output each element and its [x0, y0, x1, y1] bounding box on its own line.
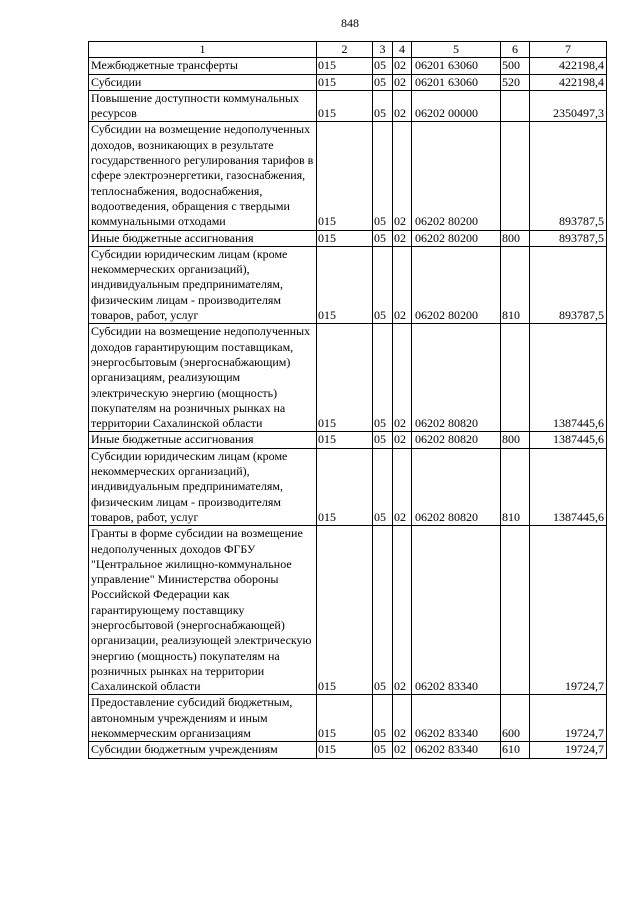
header-cell-vr: 6	[501, 42, 530, 58]
ministry-code-cell: 015	[317, 58, 373, 74]
header-cell-pr: 4	[393, 42, 412, 58]
amount-cell: 1387445,6	[530, 448, 607, 525]
target-article-code-cell: 06202 00000	[412, 90, 501, 122]
ministry-code-cell: 015	[317, 74, 373, 90]
amount-cell: 2350497,3	[530, 90, 607, 122]
amount-cell: 893787,5	[530, 246, 607, 323]
amount-cell: 1387445,6	[530, 432, 607, 448]
table-row	[89, 526, 607, 695]
subsection-code-cell: 02	[393, 122, 412, 230]
subsection-code-cell: 02	[393, 695, 412, 742]
subsection-code-cell: 02	[393, 324, 412, 432]
row-name-cell: Межбюджетные трансферты	[89, 58, 317, 74]
row-name-cell: Субсидии бюджетным учреждениям	[89, 742, 317, 758]
header-cell-csr: 5	[412, 42, 501, 58]
row-name-cell: Гранты в форме субсидии на возмещение недополученных доходов ФГБУ "Центральное жилищно-коммунальное управление" Министерства обороны Российской Федерации как гарантирующему поставщику энергосбытовой (энергоснабжающей) организации, реализующей электрическую энергию (мощность) покупателям на розничных рынках на территории Сахалинской области	[89, 526, 317, 695]
expense-type-code-cell: 520	[501, 74, 530, 90]
amount-cell: 422198,4	[530, 58, 607, 74]
row-name-cell: Повышение доступности коммунальных ресурсов	[89, 90, 317, 122]
target-article-code-cell: 06201 63060	[412, 74, 501, 90]
row-name-cell: Предоставление субсидий бюджетным, автономным учреждениям и иным некоммерческим организациям	[89, 695, 317, 742]
ministry-code-cell: 015	[317, 246, 373, 323]
target-article-code-cell: 06202 83340	[412, 526, 501, 695]
table-row	[89, 230, 607, 246]
subsection-code-cell: 02	[393, 58, 412, 74]
expense-type-code-cell: 610	[501, 742, 530, 758]
section-code-cell: 05	[373, 526, 393, 695]
section-code-cell: 05	[373, 448, 393, 525]
ministry-code-cell: 015	[317, 432, 373, 448]
subsection-code-cell: 02	[393, 230, 412, 246]
subsection-code-cell: 02	[393, 742, 412, 758]
table-row	[89, 90, 607, 122]
section-code-cell: 05	[373, 90, 393, 122]
row-name-cell: Субсидии на возмещение недополученных доходов гарантирующим поставщикам, энергосбытовым (энергоснабжающим) организациям, реализующим электрическую энергию (мощность) покупателям на розничных рынках на территории Сахалинской области	[89, 324, 317, 432]
row-name-cell: Субсидии юридическим лицам (кроме некоммерческих организаций), индивидуальным предпринимателям, физическим лицам - производителям товаров, работ, услуг	[89, 448, 317, 525]
expense-type-code-cell: 500	[501, 58, 530, 74]
header-cell-ved: 2	[317, 42, 373, 58]
target-article-code-cell: 06202 83340	[412, 742, 501, 758]
table-row	[89, 448, 607, 525]
amount-cell: 19724,7	[530, 742, 607, 758]
target-article-code-cell: 06202 80820	[412, 432, 501, 448]
expense-type-code-cell: 800	[501, 230, 530, 246]
subsection-code-cell: 02	[393, 246, 412, 323]
subsection-code-cell: 02	[393, 432, 412, 448]
ministry-code-cell: 015	[317, 122, 373, 230]
ministry-code-cell: 015	[317, 695, 373, 742]
ministry-code-cell: 015	[317, 742, 373, 758]
expense-type-code-cell: 810	[501, 246, 530, 323]
target-article-code-cell: 06202 83340	[412, 695, 501, 742]
ministry-code-cell: 015	[317, 90, 373, 122]
section-code-cell: 05	[373, 74, 393, 90]
section-code-cell: 05	[373, 695, 393, 742]
header-cell-sum: 7	[530, 42, 607, 58]
ministry-code-cell: 015	[317, 230, 373, 246]
table-row	[89, 246, 607, 323]
subsection-code-cell: 02	[393, 90, 412, 122]
table-row	[89, 742, 607, 758]
section-code-cell: 05	[373, 230, 393, 246]
ministry-code-cell: 015	[317, 324, 373, 432]
expense-type-code-cell: 600	[501, 695, 530, 742]
subsection-code-cell: 02	[393, 74, 412, 90]
row-name-cell: Иные бюджетные ассигнования	[89, 230, 317, 246]
target-article-code-cell: 06202 80820	[412, 324, 501, 432]
amount-cell: 19724,7	[530, 695, 607, 742]
amount-cell: 422198,4	[530, 74, 607, 90]
section-code-cell: 05	[373, 432, 393, 448]
expense-type-code-cell	[501, 324, 530, 432]
expense-type-code-cell	[501, 90, 530, 122]
target-article-code-cell: 06202 80200	[412, 122, 501, 230]
header-cell-rz: 3	[373, 42, 393, 58]
section-code-cell: 05	[373, 742, 393, 758]
table-row	[89, 324, 607, 432]
budget-table	[88, 41, 607, 759]
expense-type-code-cell: 800	[501, 432, 530, 448]
target-article-code-cell: 06202 80200	[412, 230, 501, 246]
page-number: 848	[341, 16, 359, 30]
table-row	[89, 58, 607, 74]
row-name-cell: Субсидии юридическим лицам (кроме некоммерческих организаций), индивидуальным предпринимателям, физическим лицам - производителям товаров, работ, услуг	[89, 246, 317, 323]
table-header-row	[89, 42, 607, 58]
target-article-code-cell: 06201 63060	[412, 58, 501, 74]
section-code-cell: 05	[373, 324, 393, 432]
ministry-code-cell: 015	[317, 448, 373, 525]
section-code-cell: 05	[373, 246, 393, 323]
amount-cell: 893787,5	[530, 122, 607, 230]
table-row	[89, 432, 607, 448]
expense-type-code-cell	[501, 526, 530, 695]
table-row	[89, 122, 607, 230]
row-name-cell: Иные бюджетные ассигнования	[89, 432, 317, 448]
section-code-cell: 05	[373, 58, 393, 74]
section-code-cell: 05	[373, 122, 393, 230]
target-article-code-cell: 06202 80200	[412, 246, 501, 323]
row-name-cell: Субсидии на возмещение недополученных доходов, возникающих в результате государственного регулирования тарифов в сфере электроэнергетики, газоснабжения, теплоснабжения, водоснабжения, водоотведения, обращения с твердыми коммунальными отходами	[89, 122, 317, 230]
table-row	[89, 695, 607, 742]
header-cell-name: 1	[89, 42, 317, 58]
amount-cell: 1387445,6	[530, 324, 607, 432]
amount-cell: 893787,5	[530, 230, 607, 246]
table-row	[89, 74, 607, 90]
row-name-cell: Субсидии	[89, 74, 317, 90]
subsection-code-cell: 02	[393, 526, 412, 695]
amount-cell: 19724,7	[530, 526, 607, 695]
subsection-code-cell: 02	[393, 448, 412, 525]
expense-type-code-cell	[501, 122, 530, 230]
target-article-code-cell: 06202 80820	[412, 448, 501, 525]
expense-type-code-cell: 810	[501, 448, 530, 525]
ministry-code-cell: 015	[317, 526, 373, 695]
